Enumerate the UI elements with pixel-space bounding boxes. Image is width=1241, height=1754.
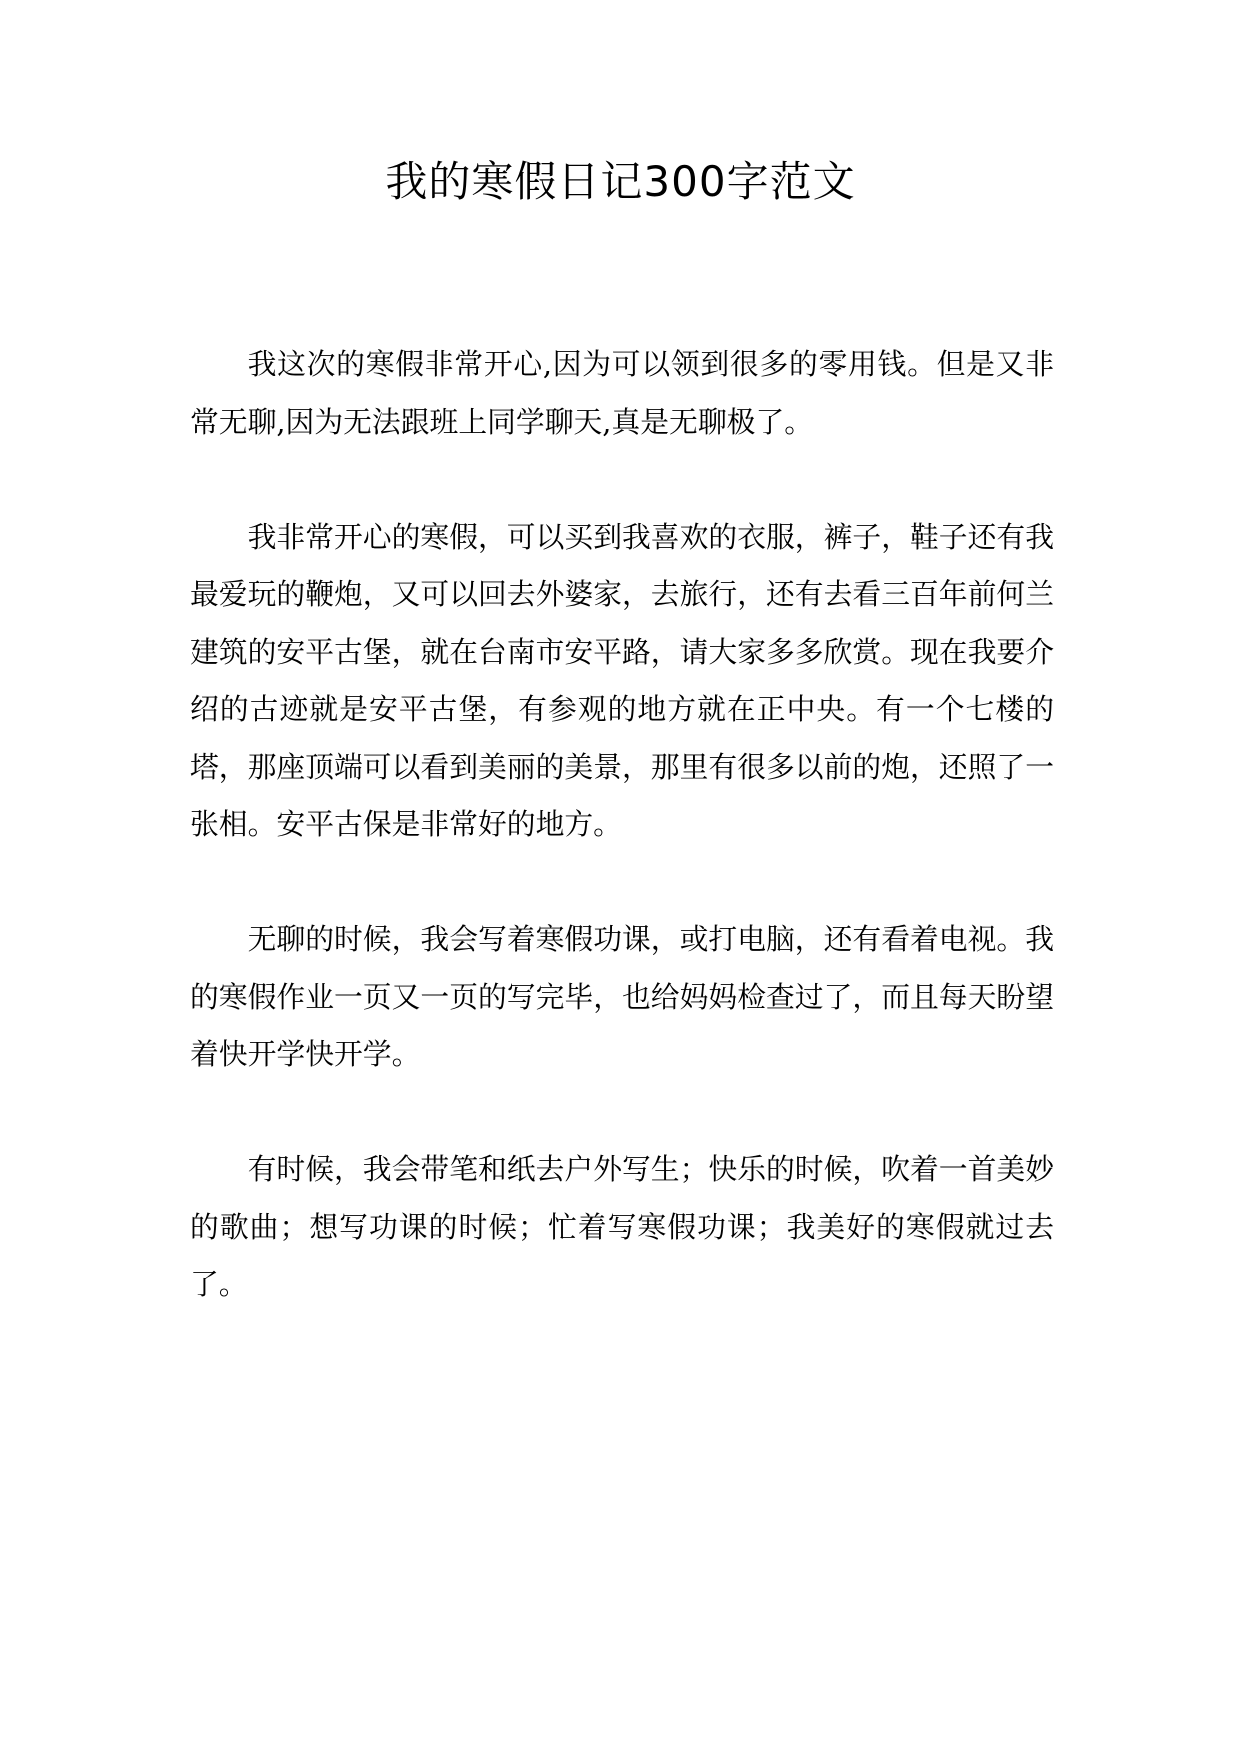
paragraph-1: 我这次的寒假非常开心,因为可以领到很多的零用钱。但是又非常无聊,因为无法跟班上同学聊天,真是无聊极了。 (190, 347, 1054, 439)
paragraph-3: 无聊的时候，我会写着寒假功课，或打电脑，还有看着电视。我的寒假作业一页又一页的写完毕，也给妈妈检查过了，而且每天盼望着快开学快开学。 (190, 922, 1054, 1071)
document-body (190, 336, 1054, 1371)
paragraph-4: 有时候，我会带笔和纸去户外写生；快乐的时候，吹着一首美妙的歌曲；想写功课的时候；忙着写寒假功课；我美好的寒假就过去了。 (190, 1152, 1054, 1301)
document-title: 我的寒假日记300字范文 (385, 157, 856, 206)
paragraph-2: 我非常开心的寒假，可以买到我喜欢的衣服，裤子，鞋子还有我最爱玩的鞭炮，又可以回去外婆家，去旅行，还有去看三百年前何兰建筑的安平古堡，就在台南市安平路，请大家多多欣赏。现在我要介绍的古迹就是安平古堡，有参观的地方就在正中央。有一个七楼的塔，那座顶端可以看到美丽的美景，那里有很多以前的炮，还照了一张相。安平古保是非常好的地方。 (190, 519, 1054, 841)
